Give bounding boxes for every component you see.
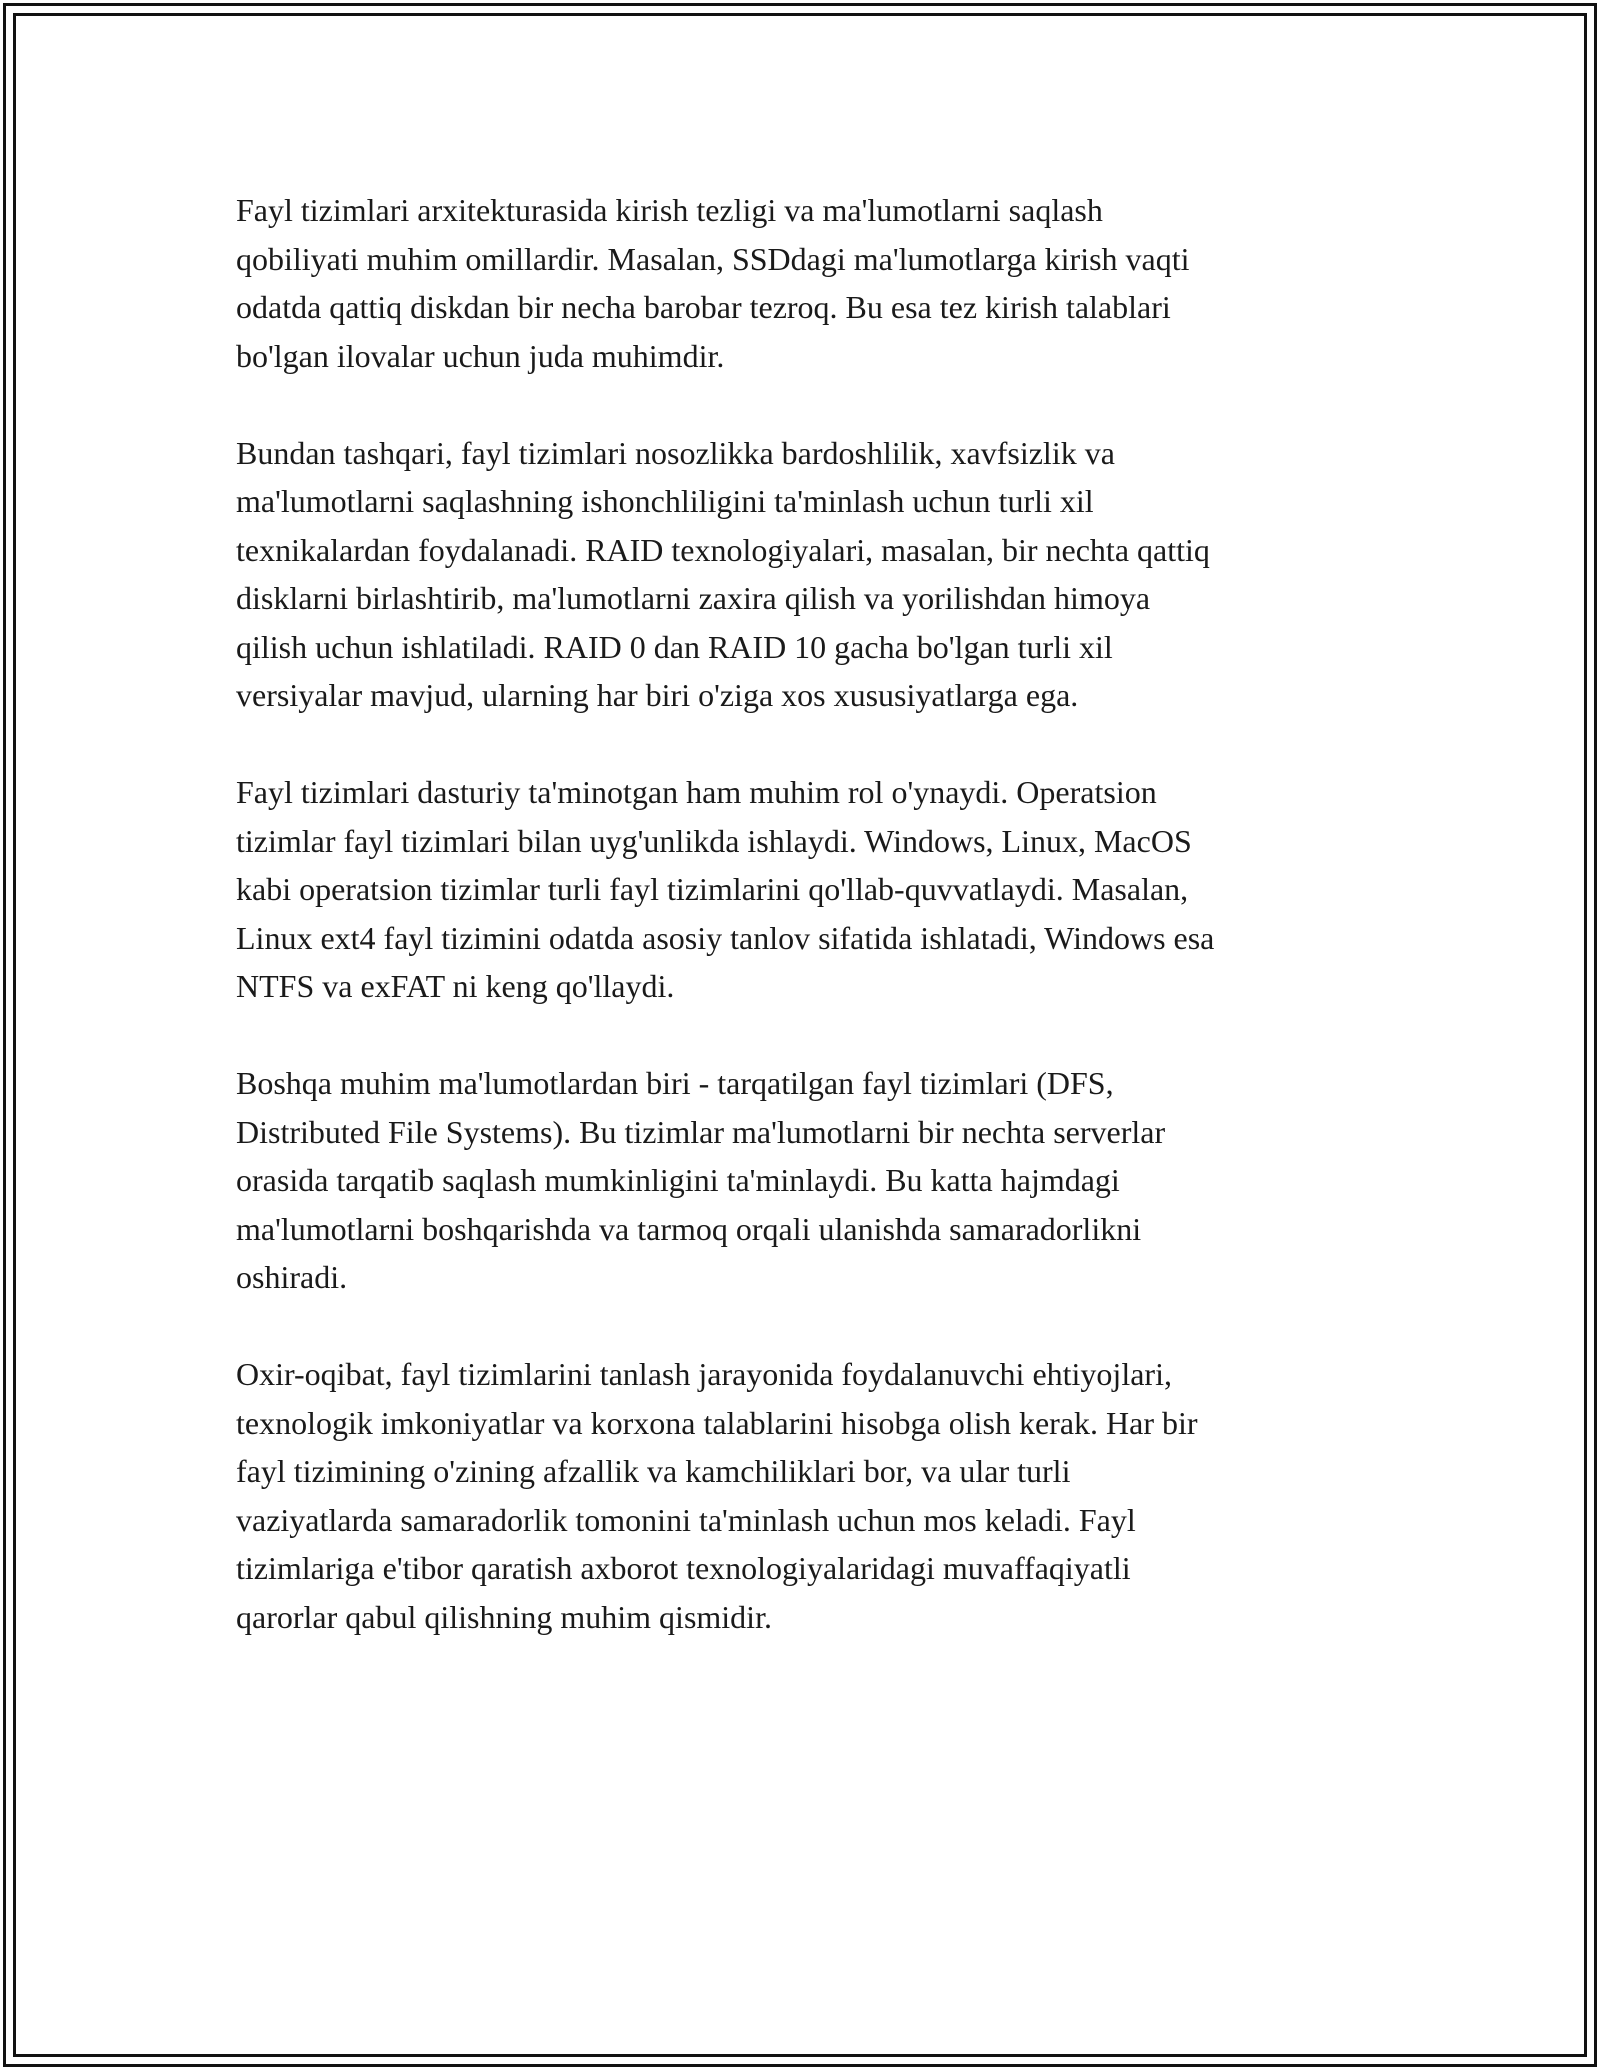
- document-body: [236, 186, 1366, 1690]
- paragraph-2: Bundan tashqari, fayl tizimlari nosozlikka bardoshlilik, xavfsizlik va ma'lumotlarni saqlashning ishonchliligini ta'minlash uchun turli xil texnikalardan foydalanadi. RAID texnologiyalari, masalan, bir nechta qattiq disklarni birlashtirib, ma'lumotlarni zaxira qilish va yorilishdan himoya qilish uchun ishlatiladi. RAID 0 dan RAID 10 gacha bo'lgan turli xil versiyalar mavjud, ularning har biri o'ziga xos xususiyatlarga ega.: [236, 434, 1210, 713]
- paragraph-1: Fayl tizimlari arxitekturasida kirish tezligi va ma'lumotlarni saqlash qobiliyati muhim omillardir. Masalan, SSDdagi ma'lumotlarga kirish vaqti odatda qattiq diskdan bir necha barobar tezroq. Bu esa tez kirish talablari bo'lgan ilovalar uchun juda muhimdir.: [236, 192, 1190, 374]
- paragraph-3: Fayl tizimlari dasturiy ta'minotgan ham muhim rol o'ynaydi. Operatsion tizimlar fayl tizimlari bilan uyg'unlikda ishlaydi. Windows, Linux, MacOS kabi operatsion tizimlar turli fayl tizimlarini qo'llab-quvvatlaydi. Masalan, Linux ext4 fayl tizimini odatda asosiy tanlov sifatida ishlatadi, Windows esa NTFS va exFAT ni keng qo'llaydi.: [236, 774, 1215, 1004]
- paragraph-5: Oxir-oqibat, fayl tizimlarini tanlash jarayonida foydalanuvchi ehtiyojlari, texnologik imkoniyatlar va korxona talablarini hisobga olish kerak. Har bir fayl tizimining o'zining afzallik va kamchiliklari bor, va ular turli vaziyatlarda samaradorlik tomonini ta'minlash uchun mos keladi. Fayl tizimlariga e'tibor qaratish axborot texnologiyalaridagi muvaffaqiyatli qarorlar qabul qilishning muhim qismidir.: [236, 1356, 1198, 1635]
- paragraph-4: Boshqa muhim ma'lumotlardan biri - tarqatilgan fayl tizimlari (DFS, Distributed File Systems). Bu tizimlar ma'lumotlarni bir nechta serverlar orasida tarqatib saqlash mumkinligini ta'minlaydi. Bu katta hajmdagi ma'lumotlarni boshqarishda va tarmoq orqali ulanishda samaradorlikni oshiradi.: [236, 1065, 1166, 1295]
